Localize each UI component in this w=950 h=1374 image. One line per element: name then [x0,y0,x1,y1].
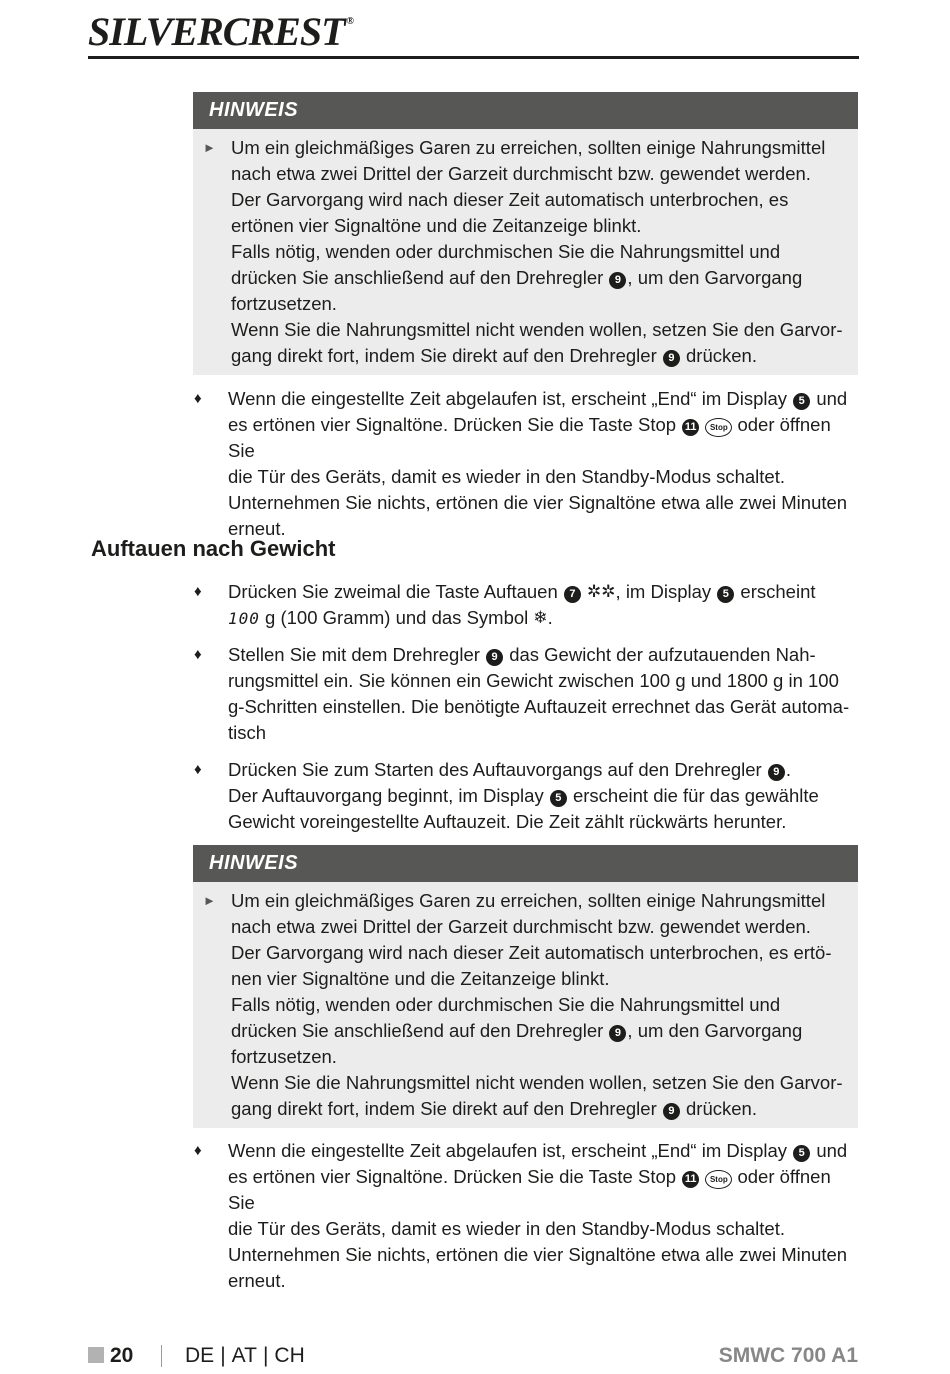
ref-knob: 9 [768,764,785,781]
note-body [193,882,858,1128]
footer-divider [161,1345,162,1367]
ref-display: 5 [717,586,734,603]
ref-knob: 9 [609,1025,626,1042]
note-text: Um ein gleichmäßiges Garen zu erreichen, sollten einige Nahrungsmittel nach etwa zwei Drittel der Garzeit durchmischt bzw. gewendet werden. Der Garvorgang wird nach dieser Zeit automatisch unterbrochen, es ertönen vier Signaltöne und die Zeitanzeige blinkt. Falls nötig, wenden oder durchmischen Sie die Nahrungsmittel und drücken Sie anschließend auf den Drehregler 9 , um den Garvorgang fortzusetzen. Wenn Sie die Nahrungsmittel nicht wenden wollen, setzen Sie den Garvor- gang direkt fort, indem Sie direkt auf den Drehregler 9 drücken. [231,137,843,366]
ref-knob: 9 [663,1103,680,1120]
list-item: ♦ Drücken Sie zweimal die Taste Auftauen 7 ✲✲, im Display 5 erscheint 100 g (100 Gramm) und das Symbol ❄. [194,579,860,632]
note-heading: HINWEIS [193,92,858,129]
stop-button-icon: Stop [705,1170,732,1189]
model-number: SMWC 700 A1 [718,1344,858,1367]
diamond-icon: ♦ [194,646,202,663]
list-item: ♦ Wenn die eingestellte Zeit abgelaufen ist, erscheint „End“ im Display 5 und es ertönen vier Signaltöne. Drücken Sie die Taste Stop 11 Stop oder öffnen Sie die Tür des Geräts, damit es wieder in den Standby-Modus schaltet. Unternehmen Sie nichts, ertönen die vier Signaltöne etwa alle zwei Minuten erneut. [194,1140,848,1291]
note-box-2 [193,845,858,1128]
language-codes: DE | AT | CH [185,1344,305,1367]
defrost-symbol-icon: ❄ [533,608,548,627]
footer-square-icon [88,1347,104,1363]
triangle-right-icon: ► [203,140,216,155]
diamond-icon: ♦ [194,1142,202,1159]
ref-display: 5 [793,393,810,410]
page-number: 20 [110,1344,134,1367]
brand-logo [88,8,353,55]
ref-display: 5 [793,1145,810,1162]
triangle-right-icon: ► [203,893,216,908]
ref-stop-key: 11 [682,419,699,436]
diamond-icon: ♦ [194,761,202,778]
note-heading: HINWEIS [193,845,858,882]
diamond-icon: ♦ [194,583,202,600]
diamond-icon: ♦ [194,390,202,407]
ref-knob: 9 [609,272,626,289]
ref-knob: 9 [663,350,680,367]
section-title: Auftauen nach Gewicht [91,536,336,561]
note-text: Um ein gleichmäßiges Garen zu erreichen, sollten einige Nahrungsmittel nach etwa zwei Drittel der Garzeit durchmischt bzw. gewendet werden. Der Garvorgang wird nach dieser Zeit automatisch unterbrochen, es ertö- nen vier Signaltöne und die Zeitanzeige blinkt. Falls nötig, wenden oder durchmischen Sie die Nahrungsmittel und drücken Sie anschließend auf den Drehregler 9 , um den Garvorgang fortzusetzen. Wenn Sie die Nahrungsmittel nicht wenden wollen, setzen Sie den Garvor- gang direkt fort, indem Sie direkt auf den Drehregler 9 drücken. [231,890,843,1119]
list-item: ♦ Drücken Sie zum Starten des Auftauvorgangs auf den Drehregler 9 . Der Auftauvorgang beginnt, im Display 5 erscheint die für das gewählte Gewicht voreingestellte Auftauzeit. Die Zeit zählt rückwärts herunter. [194,759,819,832]
lcd-weight-value: 100 [228,609,260,628]
ref-defrost-key: 7 [564,586,581,603]
list-item: ♦ Stellen Sie mit dem Drehregler 9 das Gewicht der aufzutauenden Nah- rungsmittel ein. Sie können ein Gewicht zwischen 100 g und 1800 g in 100 g-Schritten einstellen. Die benötigte Auftauzeit errechnet das Gerät automa- tisch [194,644,850,743]
note-box-1 [193,92,858,375]
ref-stop-key: 11 [682,1171,699,1188]
list-item: ♦ Wenn die eingestellte Zeit abgelaufen ist, erscheint „End“ im Display 5 und es ertönen vier Signaltöne. Drücken Sie die Taste Stop 11 Stop oder öffnen Sie die Tür des Geräts, damit es wieder in den Standby-Modus schaltet. Unternehmen Sie nichts, ertönen die vier Signaltöne etwa alle zwei Minuten erneut. [194,388,848,539]
registered-mark: ® [346,16,354,27]
stop-button-icon: Stop [705,418,732,437]
note-body [193,129,858,375]
ref-knob: 9 [486,649,503,666]
header-rule [88,56,859,59]
brand-name: SILVERCREST [88,9,345,54]
ref-display: 5 [550,790,567,807]
snowflake-icon: ✲✲ [587,582,616,601]
